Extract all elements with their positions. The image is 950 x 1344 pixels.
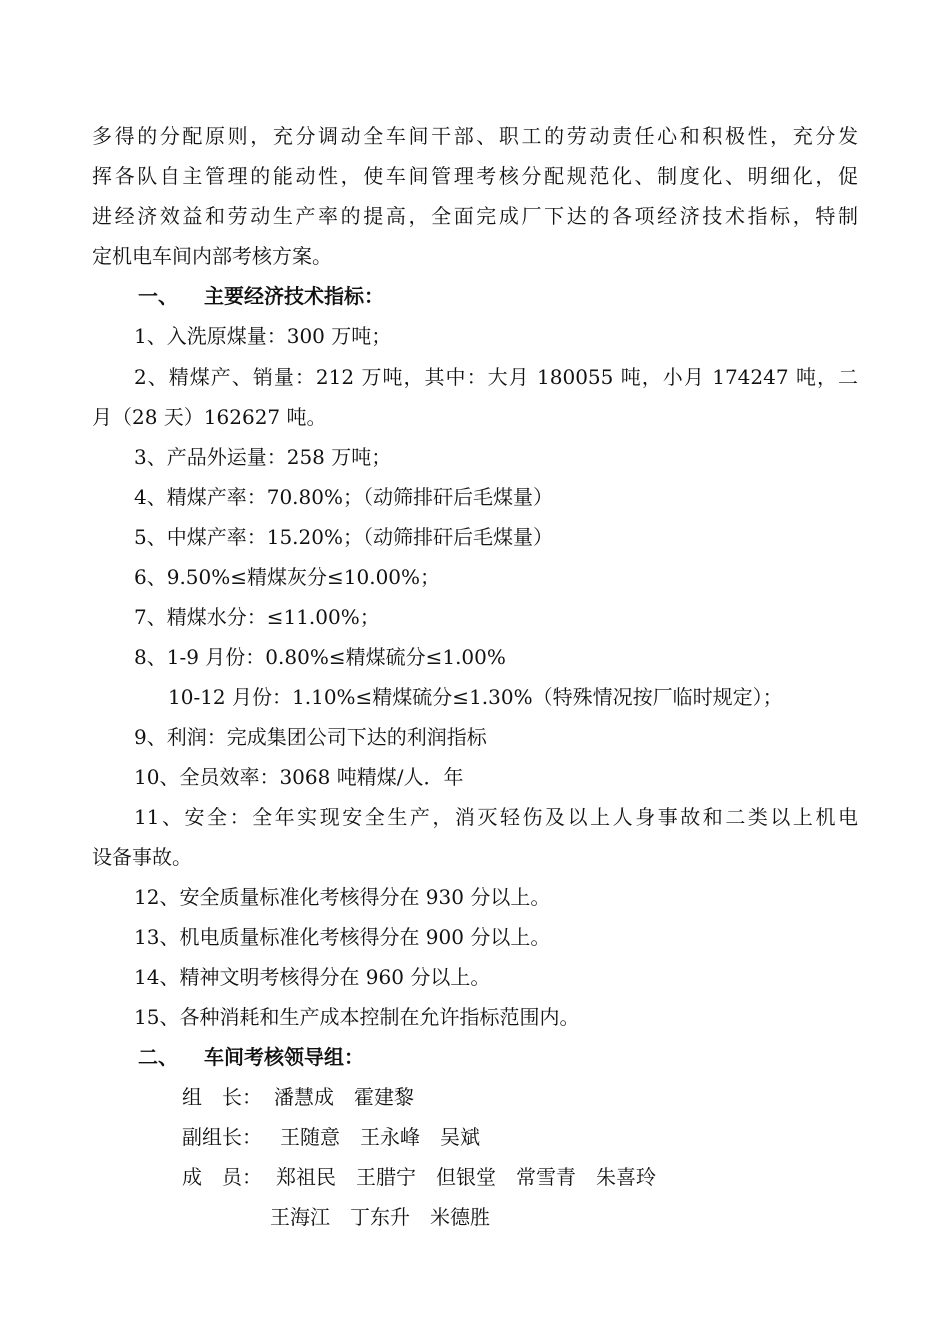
indicator-item: 6、9.50%≤精煤灰分≤10.00%；	[134, 565, 441, 589]
indicator-item: 12、安全质量标准化考核得分在 930 分以上。	[134, 885, 551, 909]
indicator-item: 1、入洗原煤量：300 万吨；	[134, 324, 392, 348]
section-number: 二、	[138, 1045, 178, 1069]
section-heading-1	[138, 282, 384, 310]
indicator-item: 9、利润：完成集团公司下达的利润指标	[134, 725, 487, 749]
member-row	[182, 1163, 656, 1191]
deputy-row	[182, 1123, 480, 1151]
indicator-item: 5、中煤产率：15.20%；（动筛排矸后毛煤量）	[134, 525, 553, 549]
section-number: 一、	[138, 284, 178, 308]
leader-label: 组 长：	[182, 1085, 262, 1109]
section-heading-2	[138, 1043, 364, 1071]
indicator-item: 14、精神文明考核得分在 960 分以上。	[134, 965, 491, 989]
intro-line: 多得的分配原则，充分调动全车间干部、职工的劳动责任心和积极性，充分发	[92, 124, 858, 148]
indicator-item: 10、全员效率：3068 吨精煤/人．年	[134, 765, 464, 789]
member-names-continuation: 王海江 丁东升 米德胜	[270, 1205, 490, 1229]
indicator-item: 7、精煤水分：≤11.00%；	[134, 605, 380, 629]
member-label: 成 员：	[182, 1165, 262, 1189]
indicator-item-continuation: 月（28 天）162627 吨。	[92, 405, 327, 429]
indicator-item: 15、各种消耗和生产成本控制在允许指标范围内。	[134, 1005, 580, 1029]
section-title: 车间考核领导组：	[204, 1045, 364, 1069]
intro-line: 挥各队自主管理的能动性，使车间管理考核分配规范化、制度化、明细化，促	[92, 164, 858, 188]
deputy-names: 王随意 王永峰 吴斌	[280, 1125, 480, 1149]
leader-names: 潘慧成 霍建黎	[274, 1085, 414, 1109]
intro-line: 定机电车间内部考核方案。	[92, 244, 332, 268]
indicator-item: 2、精煤产、销量：212 万吨，其中：大月 180055 吨，小月 174247 吨，二	[134, 365, 858, 389]
intro-line: 进经济效益和劳动生产率的提高，全面完成厂下达的各项经济技术指标，特制	[92, 204, 858, 228]
indicator-item: 8、1-9 月份：0.80%≤精煤硫分≤1.00%	[134, 645, 506, 669]
indicator-item: 3、产品外运量：258 万吨；	[134, 445, 392, 469]
member-names: 郑祖民 王腊宁 但银堂 常雪青 朱喜玲	[276, 1165, 656, 1189]
indicator-item: 4、精煤产率：70.80%；（动筛排矸后毛煤量）	[134, 485, 553, 509]
leader-row	[182, 1083, 414, 1111]
deputy-label: 副组长：	[182, 1125, 262, 1149]
indicator-item: 11、安全：全年实现安全生产，消灭轻伤及以上人身事故和二类以上机电	[134, 805, 858, 829]
section-title: 主要经济技术指标：	[204, 284, 384, 308]
indicator-item-subline: 10-12 月份：1.10%≤精煤硫分≤1.30%（特殊情况按厂临时规定）；	[168, 685, 783, 709]
indicator-item: 13、机电质量标准化考核得分在 900 分以上。	[134, 925, 551, 949]
indicator-item-continuation: 设备事故。	[92, 845, 192, 869]
